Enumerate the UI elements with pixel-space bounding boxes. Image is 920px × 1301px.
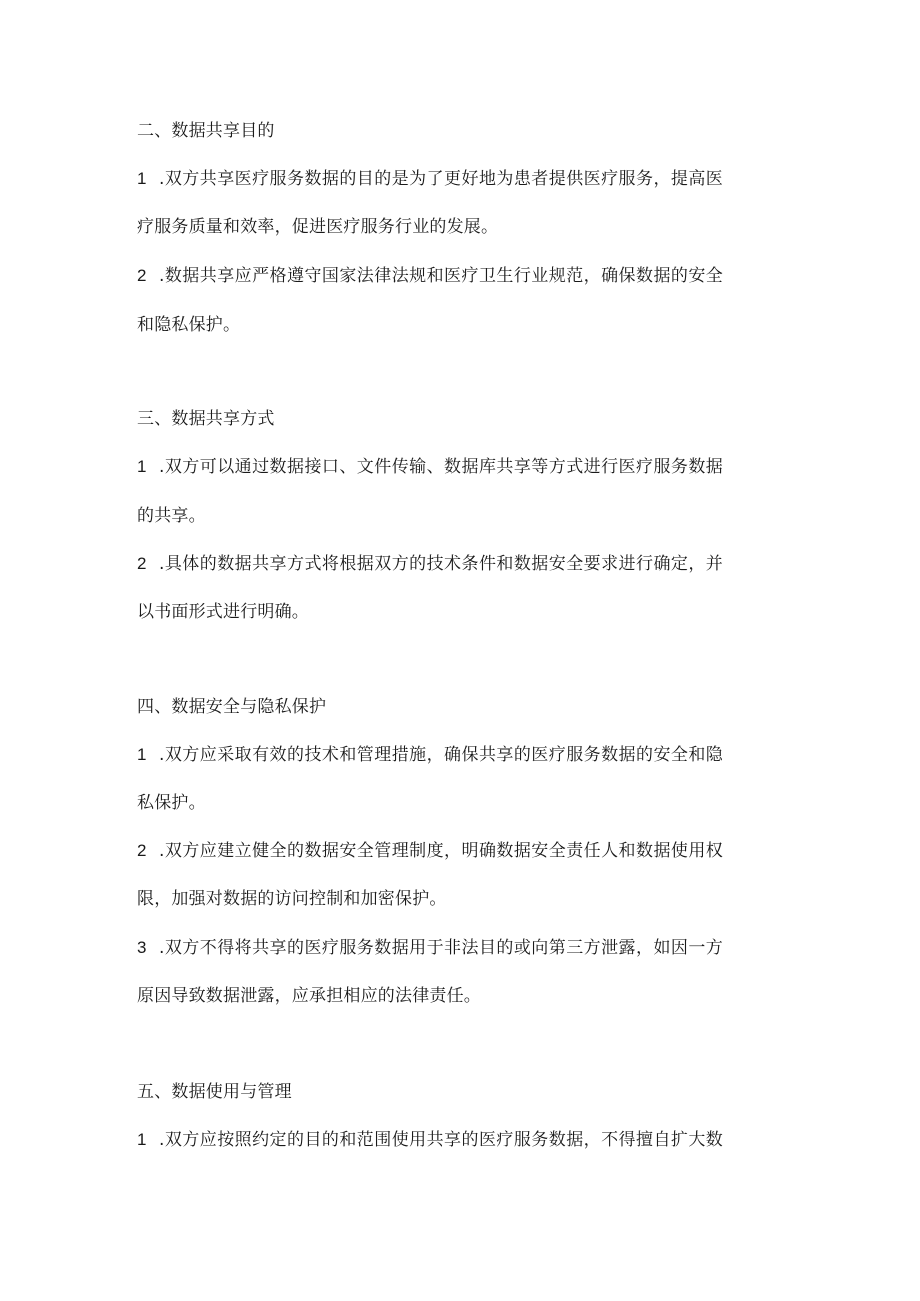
paragraph-line: 限，加强对数据的访问控制和加密保护。 (137, 889, 447, 909)
paragraph-line: 的共享。 (137, 506, 206, 526)
paragraph-line: 疗服务质量和效率，促进医疗服务行业的发展。 (137, 217, 499, 237)
item-text: .具体的数据共享方式将根据双方的技术条件和数据安全要求进行确定，并 (159, 554, 724, 574)
item-text: .数据共享应严格遵守国家法律法规和医疗卫生行业规范，确保数据的安全 (159, 266, 724, 286)
paragraph-line (137, 264, 777, 288)
item-text: .双方共享医疗服务数据的目的是为了更好地为患者提供医疗服务，提高医 (159, 169, 724, 189)
section-heading: 三、数据共享方式 (137, 409, 275, 429)
paragraph-line (137, 455, 777, 479)
section-heading: 四、数据安全与隐私保护 (137, 697, 327, 717)
section-heading: 二、数据共享目的 (137, 121, 275, 141)
item-number: 1 (137, 1130, 147, 1149)
paragraph-line (137, 839, 777, 863)
item-text: .双方不得将共享的医疗服务数据用于非法目的或向第三方泄露，如因一方 (159, 938, 724, 958)
paragraph-line (137, 936, 777, 960)
paragraph-line (137, 552, 777, 576)
item-number: 2 (137, 266, 147, 285)
paragraph-line: 以书面形式进行明确。 (137, 602, 309, 622)
item-text: .双方可以通过数据接口、文件传输、数据库共享等方式进行医疗服务数据 (159, 457, 724, 477)
paragraph-line (137, 1128, 777, 1152)
section-heading: 五、数据使用与管理 (137, 1082, 292, 1102)
paragraph-line (137, 167, 777, 191)
item-text: .双方应建立健全的数据安全管理制度，明确数据安全责任人和数据使用权 (159, 841, 724, 861)
item-number: 1 (137, 745, 147, 764)
item-text: .双方应按照约定的目的和范围使用共享的医疗服务数据，不得擅自扩大数 (159, 1130, 724, 1150)
item-number: 1 (137, 169, 147, 188)
item-number: 2 (137, 841, 147, 860)
paragraph-line: 私保护。 (137, 793, 206, 813)
item-number: 3 (137, 938, 147, 957)
item-number: 2 (137, 554, 147, 573)
item-number: 1 (137, 457, 147, 476)
paragraph-line (137, 743, 777, 767)
item-text: .双方应采取有效的技术和管理措施，确保共享的医疗服务数据的安全和隐 (159, 745, 724, 765)
paragraph-line: 和隐私保护。 (137, 315, 241, 335)
paragraph-line: 原因导致数据泄露，应承担相应的法律责任。 (137, 986, 481, 1006)
